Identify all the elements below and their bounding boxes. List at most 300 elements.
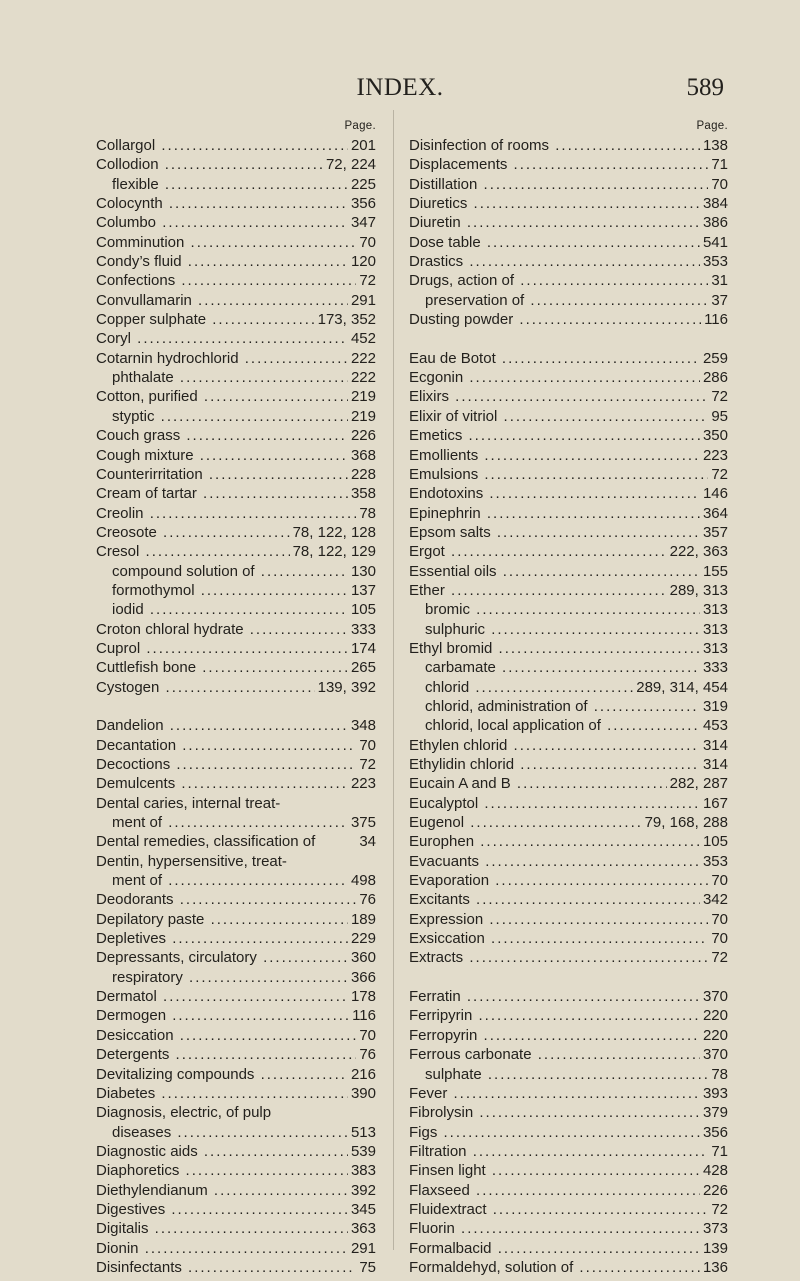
index-entry-page: 222 [348,349,376,368]
index-entry-page: 137 [348,581,376,600]
index-entry-text: Figs ..... [409,1123,728,1142]
page-number: 589 [686,74,724,101]
index-entry-text: Eucalyptol ..... [409,794,728,813]
index-entry-page: 72, 224 [323,155,376,174]
index-entry [409,581,728,600]
index-entry-page: 541 [700,233,728,252]
index-entry-page: 428 [700,1161,728,1180]
index-entry-page: 116 [349,1006,376,1025]
index-entry-text: Depletives ..... [96,929,376,948]
index-entry [96,910,376,929]
index-entry [409,368,728,387]
index-entry-page: 498 [348,871,376,890]
index-entry-text: Dionin ..... [96,1239,376,1258]
index-entry-text: Endotoxins ..... [409,484,728,503]
index-entry-text: Depressants, circulatory ..... [96,948,376,967]
index-entry [96,968,376,987]
index-entry-page: 178 [348,987,376,1006]
index-entry [96,1161,376,1180]
index-entry [96,832,376,851]
index-entry-text: iodid ..... [112,600,376,619]
index-entry-page: 375 [348,813,376,832]
left-index-column [96,117,376,1277]
index-entry-text: Ethyl bromid ..... [409,639,728,658]
index-entry-page: 289, 314, 454 [633,678,728,697]
index-entry-page: 513 [348,1123,376,1142]
index-entry-text: formothymol ..... [112,581,376,600]
index-entry [96,407,376,426]
index-entry [96,155,376,174]
index-entry [96,1103,376,1122]
index-entry [409,987,728,1006]
index-entry-page: 76 [356,1045,376,1064]
index-entry [409,1123,728,1142]
index-entry-page: 229 [348,929,376,948]
index-entry-text: flexible ..... [112,175,376,194]
index-entry-text: Cotarnin hydrochlorid ..... [96,349,376,368]
index-entry [409,310,728,329]
index-entry-page: 350 [700,426,728,445]
index-entry [96,329,376,348]
index-entry-text: Colocynth ..... [96,194,376,213]
index-entry-text: Cystogen ..... [96,678,376,697]
index-entry [96,678,376,697]
index-entry-page: 226 [700,1181,728,1200]
index-entry [409,407,728,426]
index-entry-page: 223 [700,446,728,465]
index-entry-text: Fluidextract ..... [409,1200,728,1219]
index-entry [96,620,376,639]
index-entry [409,252,728,271]
index-entry [409,1161,728,1180]
index-entry-page: 72 [356,755,376,774]
index-entry-page: 383 [348,1161,376,1180]
index-entry [409,155,728,174]
index-entry-page: 226 [348,426,376,445]
index-entry [409,523,728,542]
index-entry-text: Evaporation ..... [409,871,728,890]
index-entry-text: Europhen ..... [409,832,728,851]
index-entry-text: bromic ..... [425,600,728,619]
index-entry-page: 167 [700,794,728,813]
index-entry [96,755,376,774]
index-entry [96,929,376,948]
index-entry-page: 146 [700,484,728,503]
index-entry [96,291,376,310]
index-entry [409,465,728,484]
index-entry [96,1065,376,1084]
index-entry [409,1142,728,1161]
index-entry-page: 291 [348,291,376,310]
index-entry-text: Digitalis ..... [96,1219,376,1238]
index-entry-text: Dose table ..... [409,233,728,252]
column-divider [393,110,394,1250]
index-entry-page: 70 [708,929,728,948]
index-entry-text: Desiccation ..... [96,1026,376,1045]
index-entry-text: Dental caries, internal treat- [96,794,281,812]
index-entry-page: 138 [700,136,728,155]
index-entry-text: Cresol ..... [96,542,376,561]
index-entry [96,852,376,871]
index-entry-text: compound solution of ..... [112,562,376,581]
index-entry-page: 333 [348,620,376,639]
index-entry-text: Digestives ..... [96,1200,376,1219]
index-entry-page: 370 [700,987,728,1006]
index-entry-text: phthalate ..... [112,368,376,387]
index-entry-page: 75 [356,1258,376,1277]
index-entry [409,291,728,310]
index-entry-text: Cough mixture ..... [96,446,376,465]
index-entry-page: 313 [700,600,728,619]
index-entry-page: 72 [356,271,376,290]
index-entry-text: Ferropyrin ..... [409,1026,728,1045]
index-entry-text: Diaphoretics ..... [96,1161,376,1180]
index-entry-text: Formalbacid ..... [409,1239,728,1258]
index-entry [409,832,728,851]
index-entry [96,542,376,561]
index-entry [96,194,376,213]
index-entry-page: 37 [708,291,728,310]
index-entry-text: Condy’s fluid ..... [96,252,376,271]
index-entry [409,271,728,290]
index-entry [96,136,376,155]
index-entry-text: Columbo ..... [96,213,376,232]
index-entry-text: Diagnosis, electric, of pulp [96,1104,272,1122]
index-entry-text: Deodorants ..... [96,890,376,909]
index-entry-page: 78 [708,1065,728,1084]
index-entry-text: Essential oils ..... [409,562,728,581]
index-entry-page: 105 [348,600,376,619]
index-entry-text: Drastics ..... [409,252,728,271]
index-entry [96,774,376,793]
index-entry-text: Elixir of vitriol ..... [409,407,728,426]
index-entry-page: 174 [348,639,376,658]
index-entry-text: Diabetes ..... [96,1084,376,1103]
index-entry-page: 70 [356,233,376,252]
index-entry-page: 78, 122, 129 [290,542,376,561]
index-entry [409,194,728,213]
index-entry-text: respiratory ..... [112,968,376,987]
index-entry-text: Confections ..... [96,271,376,290]
index-entry [96,813,376,832]
index-entry-text: sulphate ..... [425,1065,728,1084]
index-entry [409,387,728,406]
index-entry-page: 384 [700,194,728,213]
index-entry-text: Eugenol ..... [409,813,728,832]
index-entry-page: 390 [348,1084,376,1103]
index-entry [409,929,728,948]
index-entry-text: Couch grass ..... [96,426,376,445]
index-entry-page: 222 [348,368,376,387]
index-entry-page: 139 [700,1239,728,1258]
index-entry [96,175,376,194]
index-entry-text: Ethylen chlorid ..... [409,736,728,755]
index-entry-page: 173, 352 [315,310,376,329]
index-entry-page: 78, 122, 128 [290,523,376,542]
index-entry [96,1181,376,1200]
index-entry-text: Collargol ..... [96,136,376,155]
index-entry-text: Diethylendianum ..... [96,1181,376,1200]
index-entry [409,890,728,909]
index-entry-page: 72 [708,465,728,484]
index-entry-page: 366 [348,968,376,987]
index-entry-text: Drugs, action of ..... [409,271,728,290]
index-entry [96,736,376,755]
index-entry [96,213,376,232]
index-entry-page: 333 [700,658,728,677]
index-entry [96,233,376,252]
index-entry [409,233,728,252]
index-entry [96,504,376,523]
index-entry [409,1084,728,1103]
index-entry-page: 130 [348,562,376,581]
index-entry-text: carbamate ..... [425,658,728,677]
right-index-column [409,117,728,1277]
index-entry-text: Croton chloral hydrate ..... [96,620,376,639]
index-entry-text: Ethylidin chlorid ..... [409,755,728,774]
right-entry-list [409,136,728,1277]
index-entry-page: 34 [356,832,376,851]
index-entry-page: 370 [700,1045,728,1064]
index-entry [96,1026,376,1045]
index-entry-text: Emulsions ..... [409,465,728,484]
index-entry-text: Decoctions ..... [96,755,376,774]
index-entry-text: Dandelion ..... [96,716,376,735]
index-entry [409,774,728,793]
index-entry-page: 360 [348,948,376,967]
index-entry-page: 265 [348,658,376,677]
index-entry-text: Cuttlefish bone ..... [96,658,376,677]
page-header [0,74,800,104]
index-entry [96,1084,376,1103]
index-entry-text: chlorid ..... [425,678,728,697]
index-entry [409,678,728,697]
index-entry-text: Excitants ..... [409,890,728,909]
index-entry [96,252,376,271]
index-entry-page: 259 [700,349,728,368]
index-entry-text: Fever ..... [409,1084,728,1103]
index-entry [409,504,728,523]
index-entry-page: 72 [708,948,728,967]
index-entry-text: Counterirritation ..... [96,465,376,484]
index-entry-text: ment of ..... [112,871,376,890]
index-entry-text: diseases ..... [112,1123,376,1142]
index-entry-text: Detergents ..... [96,1045,376,1064]
index-entry-page: 358 [348,484,376,503]
index-entry-text: Distillation ..... [409,175,728,194]
index-entry-page: 314 [700,755,728,774]
index-entry-text: Dusting powder ..... [409,310,728,329]
index-entry-page: 286 [700,368,728,387]
page-column-label: Page. [344,120,376,132]
index-entry [409,136,728,155]
index-entry-page: 364 [700,504,728,523]
index-entry-text: Coryl ..... [96,329,376,348]
index-entry-page: 356 [348,194,376,213]
index-entry-page: 189 [348,910,376,929]
index-entry [409,1103,728,1122]
index-entry [409,542,728,561]
index-entry-text: Cream of tartar ..... [96,484,376,503]
index-entry [96,368,376,387]
index-entry-text: Exsiccation ..... [409,929,728,948]
index-entry-page: 348 [348,716,376,735]
index-entry-text: Fibrolysin ..... [409,1103,728,1122]
index-entry-page: 70 [708,175,728,194]
index-entry-page: 219 [348,387,376,406]
index-entry-page: 70 [356,1026,376,1045]
index-entry-page: 70 [356,736,376,755]
index-entry-page: 216 [348,1065,376,1084]
index-entry [409,446,728,465]
index-entry-text: Emetics ..... [409,426,728,445]
index-entry-text: Filtration ..... [409,1142,728,1161]
index-entry-page: 539 [348,1142,376,1161]
index-entry [409,948,728,967]
index-entry-page: 136 [700,1258,728,1277]
index-entry-text: sulphuric ..... [425,620,728,639]
index-entry-text: Cuprol ..... [96,639,376,658]
index-entry-page: 319 [700,697,728,716]
index-entry [409,1006,728,1025]
index-entry-text: Devitalizing compounds ..... [96,1065,376,1084]
index-entry [409,620,728,639]
index-entry-text: Copper sulphate ..... [96,310,376,329]
index-entry-text: Expression ..... [409,910,728,929]
index-entry [409,813,728,832]
index-entry [409,1181,728,1200]
page-title: INDEX. [356,74,444,101]
index-entry [96,1219,376,1238]
index-entry-page: 357 [700,523,728,542]
index-entry [409,1258,728,1277]
index-entry-page: 386 [700,213,728,232]
index-entry-page: 379 [700,1103,728,1122]
index-entry-text: Ferratin ..... [409,987,728,1006]
index-entry [96,1200,376,1219]
index-entry [409,1045,728,1064]
index-entry [409,349,728,368]
index-entry-text: Disinfection of rooms ..... [409,136,728,155]
index-entry-text: Creolin ..... [96,504,376,523]
index-entry-page: 228 [348,465,376,484]
index-entry-text: Formaldehyd, solution of ..... [409,1258,728,1277]
index-entry-text: preservation of ..... [425,291,728,310]
index-entry-page: 345 [348,1200,376,1219]
index-entry [409,716,728,735]
index-entry [409,697,728,716]
index-entry [409,736,728,755]
index-entry [96,600,376,619]
index-entry-text: Dentin, hypersensitive, treat- [96,852,287,870]
index-entry-page: 282, 287 [667,774,728,793]
index-entry-page: 314 [700,736,728,755]
index-entry-text: Collodion ..... [96,155,376,174]
index-entry [409,658,728,677]
index-entry-page: 220 [700,1006,728,1025]
index-entry-page: 95 [708,407,728,426]
index-entry-text: styptic ..... [112,407,376,426]
index-entry-text: Eucain A and B ..... [409,774,728,793]
index-entry-text: Ferripyrin ..... [409,1006,728,1025]
index-entry-text: Creosote ..... [96,523,376,542]
index-entry [96,716,376,735]
index-entry [409,175,728,194]
index-entry [96,1239,376,1258]
index-entry [96,890,376,909]
index-entry-text: Diuretics ..... [409,194,728,213]
index-entry-text: Disinfectants ..... [96,1258,376,1277]
index-entry [409,910,728,929]
index-entry [96,271,376,290]
index-entry-text: Depilatory paste ..... [96,910,376,929]
index-entry-page: 453 [700,716,728,735]
index-entry-page: 79, 168, 288 [642,813,728,832]
index-entry [409,755,728,774]
index-entry-text: Diagnostic aids ..... [96,1142,376,1161]
index-entry [96,1142,376,1161]
index-entry [409,426,728,445]
index-entry-text: chlorid, administration of ..... [425,697,728,716]
index-entry [96,349,376,368]
index-entry-page: 220 [700,1026,728,1045]
left-entry-list [96,136,376,1277]
index-entry [409,600,728,619]
index-entry-text: Dermogen ..... [96,1006,376,1025]
index-entry [96,1258,376,1277]
index-entry-text: Ergot ..... [409,542,728,561]
index-entry-text: Demulcents ..... [96,774,376,793]
index-entry-page: 139, 392 [315,678,376,697]
index-entry-page: 392 [348,1181,376,1200]
index-entry-text: chlorid, local application of ..... [425,716,728,735]
index-entry-page: 219 [348,407,376,426]
index-entry-text: Eau de Botot ..... [409,349,728,368]
index-entry [409,794,728,813]
index-entry-text: Epsom salts ..... [409,523,728,542]
index-entry [96,581,376,600]
index-entry [96,1123,376,1142]
index-entry-page: 70 [708,910,728,929]
index-entry-page: 72 [708,387,728,406]
index-entry [409,1239,728,1258]
index-entry-page: 363 [348,1219,376,1238]
index-entry-text: Evacuants ..... [409,852,728,871]
index-entry-text: Ferrous carbonate ..... [409,1045,728,1064]
index-entry-text: Ether ..... [409,581,728,600]
index-entry-page: 225 [348,175,376,194]
index-entry-page: 70 [708,871,728,890]
index-entry-text: Comminution ..... [96,233,376,252]
index-entry-page: 452 [348,329,376,348]
index-entry [96,562,376,581]
index-entry [96,465,376,484]
index-entry-page: 353 [700,852,728,871]
index-entry-text: Finsen light ..... [409,1161,728,1180]
index-entry-text: Flaxseed ..... [409,1181,728,1200]
index-entry [96,1045,376,1064]
index-entry-page: 201 [348,136,376,155]
index-entry [409,871,728,890]
index-entry-page: 116 [701,310,728,329]
index-entry-page: 71 [708,155,728,174]
index-entry-text: Cotton, purified ..... [96,387,376,406]
index-entry-text: ment of ..... [112,813,376,832]
index-entry [96,1006,376,1025]
index-entry [96,639,376,658]
index-entry [409,484,728,503]
index-entry [96,871,376,890]
